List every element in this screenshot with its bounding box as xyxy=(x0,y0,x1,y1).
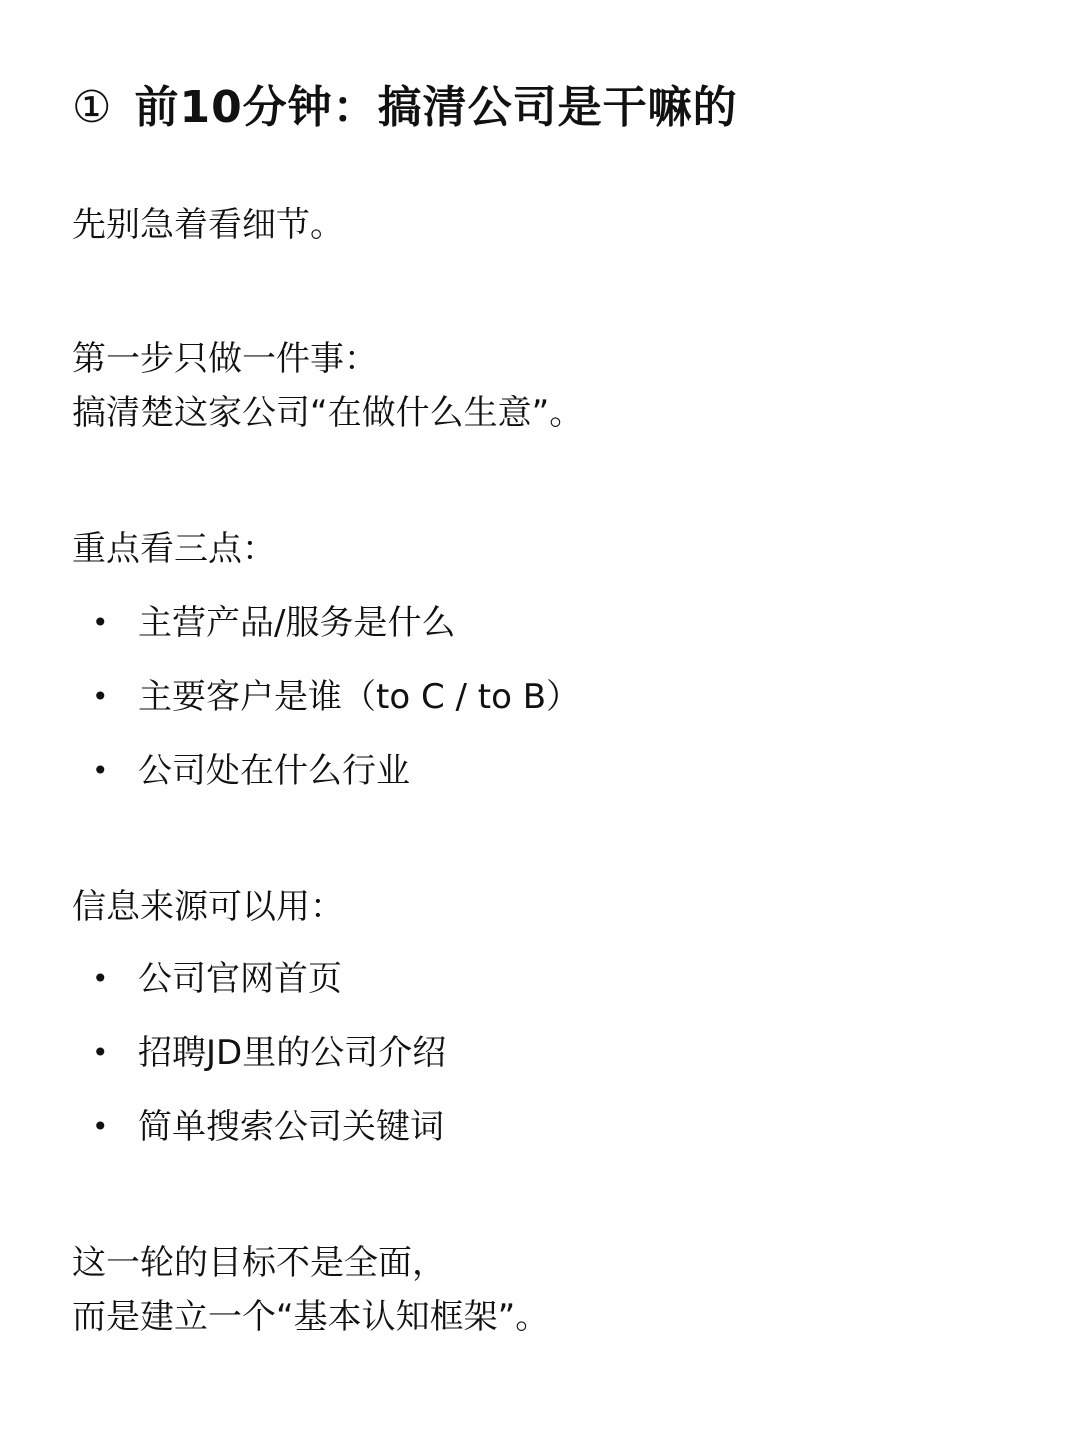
goal-paragraph xyxy=(72,1236,549,1344)
step-paragraph xyxy=(72,332,583,440)
bullet-icon: • xyxy=(92,754,109,787)
bullet-icon: • xyxy=(92,680,109,713)
intro-paragraph: 先别急着看细节。 xyxy=(72,205,344,245)
circled-number-one: ① xyxy=(72,82,113,133)
list-item xyxy=(72,1100,446,1174)
goal-line-1: 这一轮的目标不是全面， xyxy=(72,1243,446,1283)
focus-label: 重点看三点： xyxy=(72,529,276,569)
bullet-icon: • xyxy=(92,1110,109,1143)
list-item xyxy=(72,596,580,670)
goal-line-2: 而是建立一个“基本认知框架”。 xyxy=(72,1297,550,1337)
step-line-1: 第一步只做一件事： xyxy=(72,339,378,379)
list-item xyxy=(72,744,580,818)
list-item xyxy=(72,1026,446,1100)
step-line-2: 搞清楚这家公司“在做什么生意”。 xyxy=(72,393,584,433)
bullet-icon: • xyxy=(92,1036,109,1069)
list-item-text: 主要客户是谁（to C / to B） xyxy=(138,677,581,717)
page-title xyxy=(72,78,738,138)
list-item-text: 简单搜索公司关键词 xyxy=(138,1107,444,1147)
list-item-text: 主营产品/服务是什么 xyxy=(138,603,456,643)
bullet-icon: • xyxy=(92,606,109,639)
title-text: 前10分钟：搞清公司是干嘛的 xyxy=(134,82,738,133)
list-item-text: 招聘JD里的公司介绍 xyxy=(138,1033,447,1073)
focus-list xyxy=(72,596,580,818)
list-item-text: 公司处在什么行业 xyxy=(138,751,410,791)
list-item-text: 公司官网首页 xyxy=(138,959,342,999)
sources-list xyxy=(72,952,446,1174)
bullet-icon: • xyxy=(92,962,109,995)
sources-label: 信息来源可以用： xyxy=(72,887,344,927)
list-item xyxy=(72,952,446,1026)
list-item xyxy=(72,670,580,744)
